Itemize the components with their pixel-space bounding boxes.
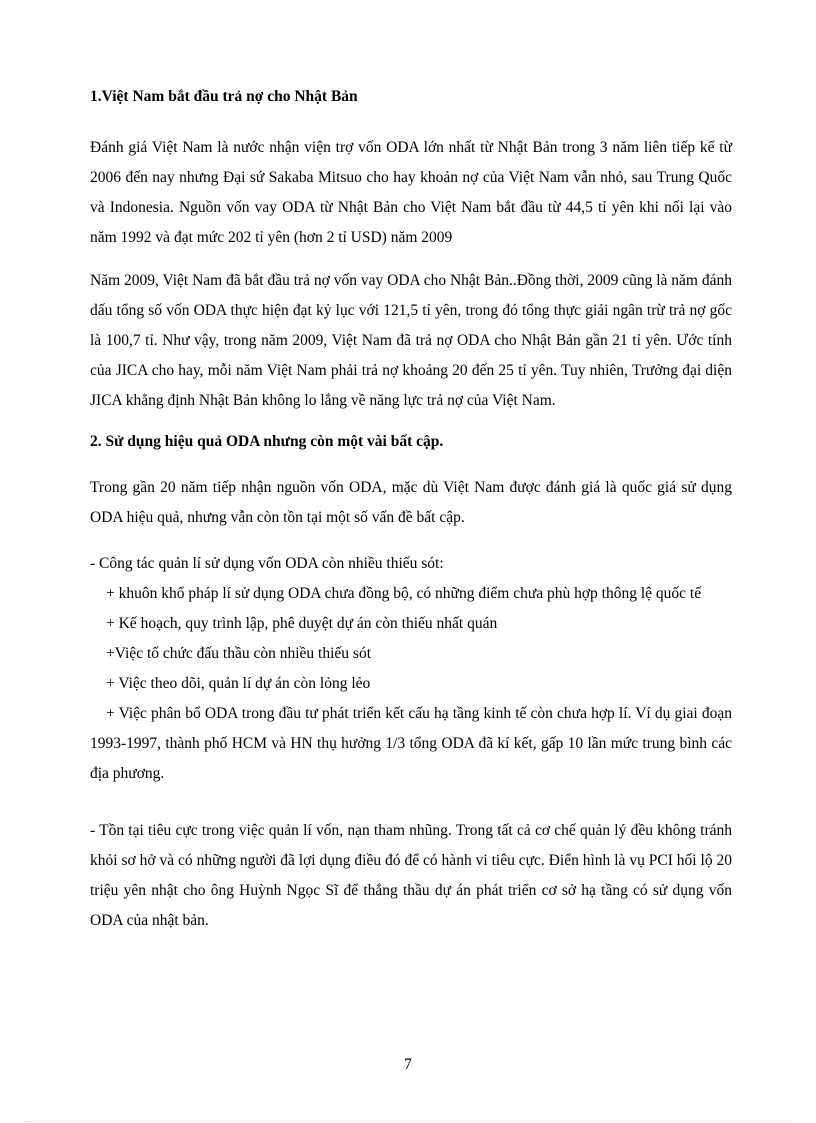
section2-paragraph-1: Trong gần 20 năm tiếp nhận nguồn vốn ODA, mặc dù Việt Nam được đánh giá là quốc giá sử dụng ODA hiệu quả, nhưng vẫn còn tồn tại một số vấn đề bất cập. [90, 479, 732, 526]
section-heading-1: 1.Việt Nam bắt đầu trả nợ cho Nhật Bản [90, 88, 358, 105]
page-number: 7 [404, 1056, 412, 1073]
list-item: + Việc theo dõi, quản lí dự án còn lỏng lẻo [106, 675, 371, 692]
section1-paragraph-2: Năm 2009, Việt Nam đã bắt đầu trả nợ vốn vay ODA cho Nhật Bản..Đồng thời, 2009 cũng là năm đánh dấu tổng số vốn ODA thực hiện đạt kỷ lục với 121,5 tỉ yên, trong đó tổng thực giải ngân trừ trả nợ gốc là 100,7 tỉ. Như vậy, trong năm 2009, Việt Nam đã trả nợ ODA cho Nhật Bản gần 21 tỉ yên. Ước tính của JICA cho hay, mỗi năm Việt Nam phải trả nợ khoảng 20 đến 25 tỉ yên. Tuy nhiên, Trưởng đại diện JICA khẳng định Nhật Bản không lo lắng về năng lực trả nợ của Việt Nam. [90, 272, 732, 409]
list-item: + khuôn khổ pháp lí sử dụng ODA chưa đồng bộ, có những điểm chưa phù hợp thông lệ quốc tế [106, 585, 702, 602]
list-item: +Việc tổ chức đấu thầu còn nhiều thiếu sót [106, 645, 371, 662]
document-page [90, 78, 732, 936]
shortcomings-list [90, 549, 732, 789]
section2-paragraph-2: - Tồn tại tiêu cực trong việc quản lí vốn, nạn tham nhũng. Trong tất cả cơ chế quản lý đều không tránh khỏi sơ hở và có những người đã lợi dụng điều đó để có hành vi tiêu cực. Điển hình là vụ PCI hối lộ 20 triệu yên nhật cho ông Huỳnh Ngọc Sĩ để thắng thầu dự án phát triển cơ sở hạ tầng có sử dụng vốn ODA của nhật bản. [90, 822, 732, 929]
section1-paragraph-1: Đánh giá Việt Nam là nước nhận viện trợ vốn ODA lớn nhất từ Nhật Bản trong 3 năm liên tiếp kể từ 2006 đến nay nhưng Đại sứ Sakaba Mitsuo cho hay khoản nợ của Việt Nam vẫn nhỏ, sau Trung Quốc và Indonesia. Nguồn vốn vay ODA từ Nhật Bản cho Việt Nam bắt đầu từ 44,5 tỉ yên khi nối lại vào năm 1992 và đạt mức 202 tỉ yên (hơn 2 tỉ USD) năm 2009 [90, 139, 732, 246]
list-item: + Kế hoạch, quy trình lập, phê duyệt dự án còn thiếu nhất quán [106, 615, 498, 632]
section-heading-2: 2. Sử dụng hiệu quả ODA nhưng còn một vài bất cập. [90, 433, 444, 450]
page-bottom-divider [24, 1121, 792, 1122]
list-item: + Việc phân bổ ODA trong đầu tư phát triển kết cấu hạ tầng kinh tế còn chưa hợp lí. Ví dụ giai đoạn 1993-1997, thành phố HCM và HN thụ hưởng 1/3 tổng ODA đã kí kết, gấp 10 lần mức trung bình các địa phương. [90, 705, 732, 782]
list-intro: - Công tác quản lí sử dụng vốn ODA còn nhiều thiếu sót: [90, 555, 444, 572]
